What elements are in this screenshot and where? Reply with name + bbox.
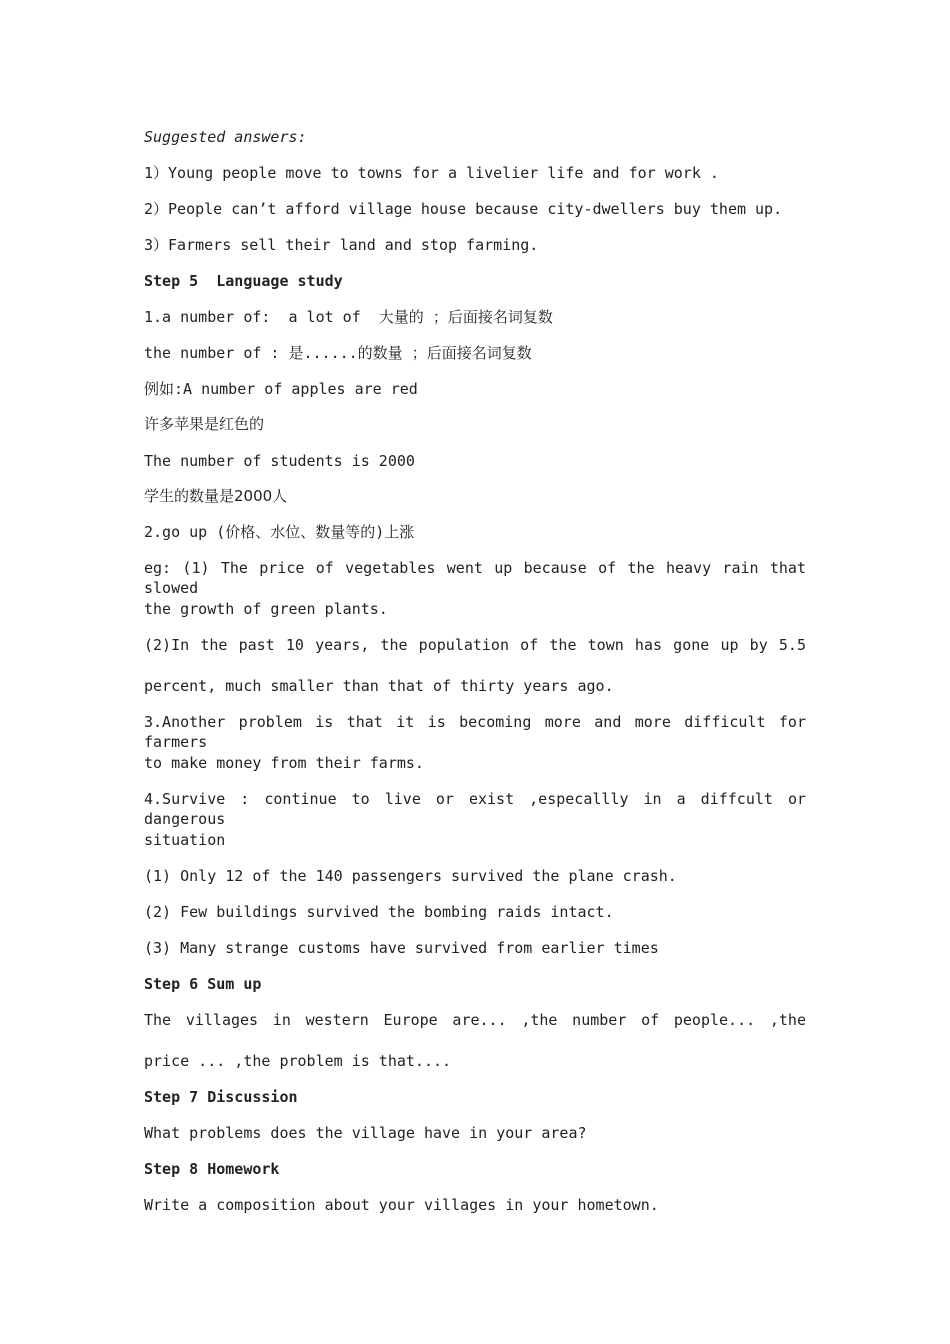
item3-line-2: to make money from their farms. (144, 754, 424, 772)
item4-example-2: (2) Few buildings survived the bombing raids intact. (144, 903, 614, 921)
item1-a-number-of: 1.a number of: a lot of 大量的 ；后面接名词复数 (144, 308, 553, 326)
answer-3: 3）Farmers sell their land and stop farming. (144, 236, 539, 254)
item1-example-1-translation: 许多苹果是红色的 (144, 415, 265, 433)
answer-2: 2）People can’t afford village house because city-dwellers buy them up. (144, 200, 783, 218)
item2-example-1-line-2: the growth of green plants. (144, 600, 388, 618)
item3-line-1: 3.Another problem is that it is becoming more and more difficult for farmers (144, 713, 806, 751)
answer-1: 1）Young people move to towns for a livelier life and for work . (144, 164, 719, 182)
item4-line-1: 4.Survive : continue to live or exist ,especallly in a diffcult or dangerous (144, 790, 806, 828)
item4-example-3: (3) Many strange customs have survived from earlier times (144, 939, 659, 957)
item4-example-1: (1) Only 12 of the 140 passengers survived the plane crash. (144, 867, 677, 885)
step8-heading: Step 8 Homework (144, 1160, 280, 1178)
item1-the-number-of: the number of : 是......的数量 ；后面接名词复数 (144, 344, 532, 362)
item1-example-1: 例如:A number of apples are red (144, 380, 418, 398)
step7-question: What problems does the village have in your area? (144, 1124, 587, 1142)
item4-line-2: situation (144, 831, 226, 849)
step6-line-2: price ... ,the problem is that.... (144, 1052, 452, 1070)
item2-go-up: 2.go up (价格、水位、数量等的)上涨 (144, 523, 415, 541)
item1-example-2-translation: 学生的数量是2000人 (144, 487, 288, 505)
suggested-answers-heading: Suggested answers: (144, 128, 307, 146)
item2-example-1-line-1: eg: (1) The price of vegetables went up because of the heavy rain that slowed (144, 559, 806, 597)
step8-homework: Write a composition about your villages in your hometown. (144, 1196, 659, 1214)
item1-example-2: The number of students is 2000 (144, 452, 415, 470)
step7-heading: Step 7 Discussion (144, 1088, 298, 1106)
step5-heading: Step 5 Language study (144, 272, 343, 290)
item2-example-2-line-1: (2)In the past 10 years, the population of the town has gone up by 5.5 (144, 636, 806, 654)
step6-heading: Step 6 Sum up (144, 975, 262, 993)
step6-line-1: The villages in western Europe are... ,the number of people... ,the (144, 1011, 806, 1029)
item2-example-2-line-2: percent, much smaller than that of thirty years ago. (144, 677, 614, 695)
